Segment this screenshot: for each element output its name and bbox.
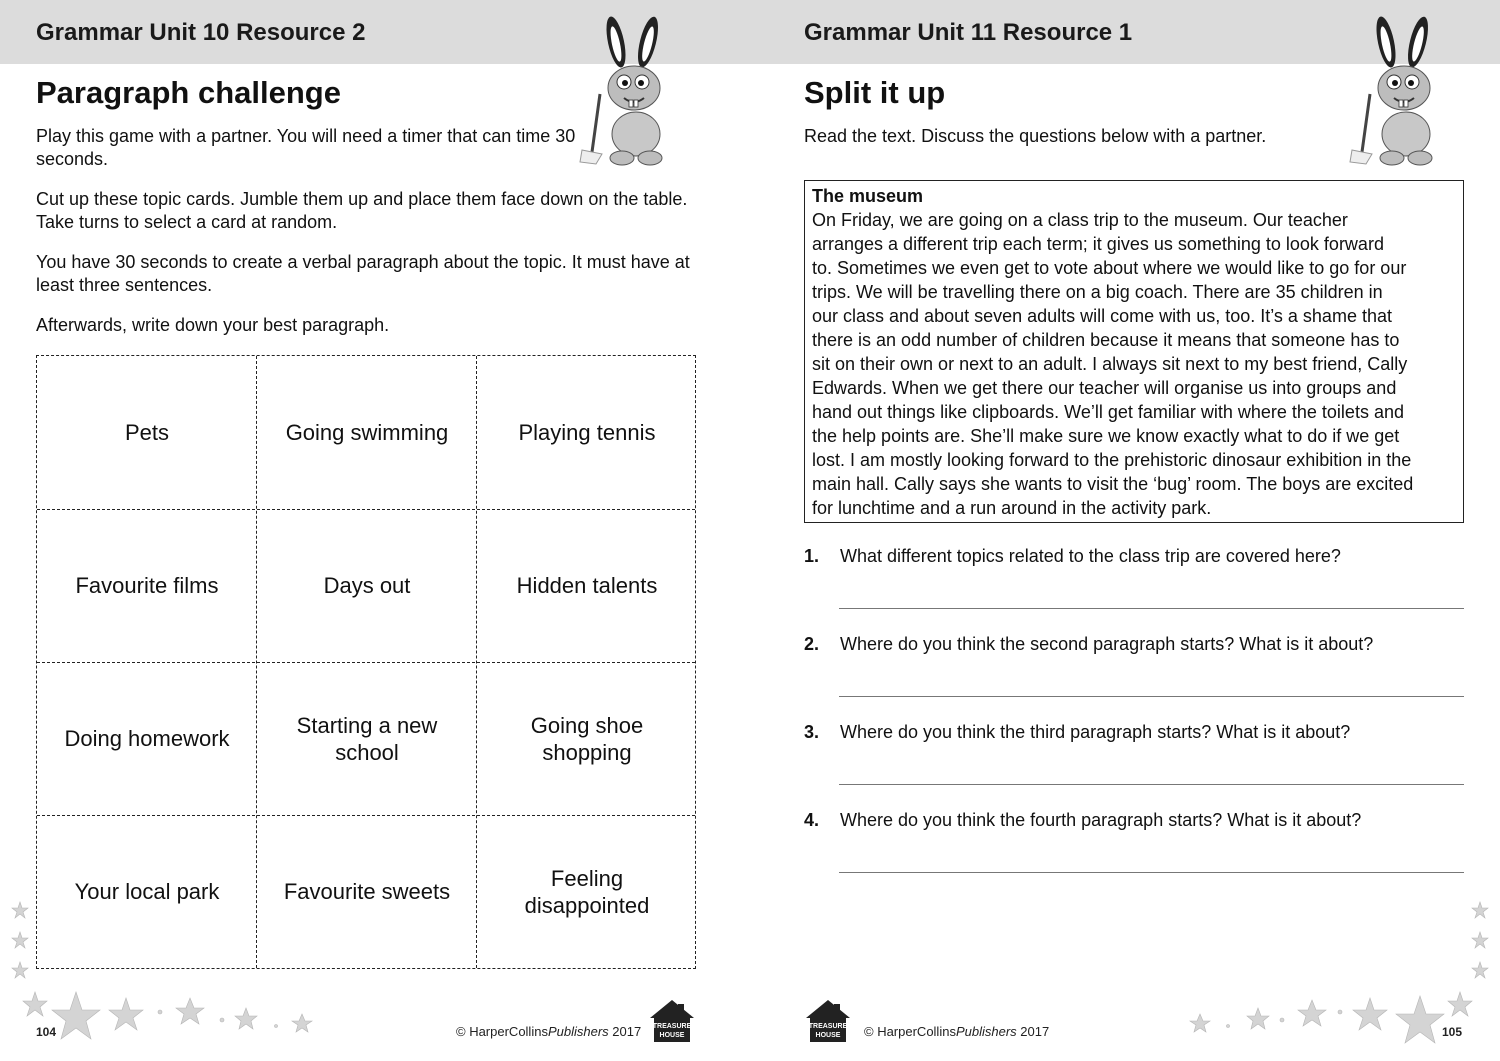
topic-card: Going swimming (285, 420, 449, 445)
text-line: for lunchtime and a run around in the activity park. (812, 498, 1212, 518)
copyright-notice (456, 1024, 641, 1039)
logo-text: TREASURE (652, 1023, 692, 1030)
logo-text: HOUSE (659, 1032, 685, 1039)
answer-line[interactable] (839, 784, 1464, 785)
logo-text: HOUSE (815, 1032, 841, 1039)
reading-text-box (804, 180, 1464, 523)
answer-line[interactable] (839, 608, 1464, 609)
page-heading: Split it up (804, 75, 946, 110)
question-3 (804, 722, 1350, 743)
instruction-paragraph: Play this game with a partner. You will need a timer that can time 30 seconds. (36, 126, 576, 169)
question-4 (804, 810, 1361, 831)
topic-card: Feeling disappointed (524, 865, 650, 918)
question-number: 2. (804, 634, 820, 654)
question-number: 1. (804, 546, 820, 566)
topic-card: Favourite films (75, 573, 219, 598)
question-text: Where do you think the second paragraph starts? What is it about? (840, 634, 1374, 654)
text-line: Edwards. When we get there our teacher will organise us into groups and (812, 378, 1397, 398)
rabbit-mascot-icon (578, 12, 670, 168)
question-1 (804, 546, 1341, 567)
text-line: the help points are. She’ll make sure we know exactly what to do if we get (812, 426, 1400, 446)
instruction-paragraph: Cut up these topic cards. Jumble them up and place them face down on the table. Take turns to select a card at random. (36, 189, 688, 232)
topic-card: Your local park (74, 879, 220, 904)
question-number: 3. (804, 722, 820, 742)
copyright-prefix: © HarperCollins (456, 1024, 548, 1039)
right-page (750, 0, 1500, 1061)
copyright-year: 2017 (608, 1024, 642, 1039)
question-number: 4. (804, 810, 820, 830)
answer-line[interactable] (839, 696, 1464, 697)
copyright-prefix: © HarperCollins (864, 1024, 956, 1039)
text-line: sit on their own or next to an adult. I always sit next to my best friend, Cally (812, 354, 1408, 374)
question-text: Where do you think the third paragraph starts? What is it about? (840, 722, 1351, 742)
logo-text: TREASURE (808, 1023, 848, 1030)
text-line: hand out things like clipboards. We’ll get familiar with where the toilets and (812, 402, 1404, 422)
text-title: The museum (812, 186, 924, 206)
topic-card: Going shoe shopping (530, 712, 644, 765)
copyright-publishers: Publishers (547, 1024, 609, 1039)
topic-card: Starting a new school (296, 712, 438, 765)
question-2 (804, 634, 1373, 655)
unit-title: Grammar Unit 10 Resource 2 (36, 19, 366, 46)
instruction-paragraph: Read the text. Discuss the questions below with a partner. (804, 126, 1267, 146)
text-line: our class and about seven adults will come with us, too. It’s a shame that (812, 306, 1392, 326)
page-number: 105 (1442, 1025, 1463, 1039)
topic-card: Hidden talents (516, 573, 658, 598)
topic-card: Favourite sweets (283, 879, 451, 904)
decorative-stars-icon (10, 900, 330, 1050)
text-line: On Friday, we are going on a class trip to the museum. Our teacher (812, 210, 1348, 230)
topic-card: Doing homework (64, 726, 230, 751)
text-line: trips. We will be travelling there on a big coach. There are 35 children in (812, 282, 1383, 302)
instruction-paragraph: You have 30 seconds to create a verbal paragraph about the topic. It must have at least three sentences. (36, 252, 690, 295)
treasure-house-logo (648, 998, 696, 1044)
treasure-house-logo (804, 998, 852, 1044)
copyright-notice (864, 1024, 1049, 1039)
text-line: there is an odd number of children because it means that someone has to (812, 330, 1400, 350)
topic-card: Pets (124, 420, 170, 445)
topic-card: Playing tennis (518, 420, 656, 445)
question-text: What different topics related to the class trip are covered here? (840, 546, 1341, 566)
topic-card: Days out (323, 573, 411, 598)
text-line: arranges a different trip each term; it gives us something to look forward (812, 234, 1384, 254)
copyright-publishers: Publishers (955, 1024, 1017, 1039)
text-line: lost. I am mostly looking forward to the prehistoric dinosaur exhibition in the (812, 450, 1412, 470)
question-text: Where do you think the fourth paragraph starts? What is it about? (840, 810, 1362, 830)
text-line: main hall. Cally says she wants to visit the ‘bug’ room. The boys are excited (812, 474, 1414, 494)
unit-title: Grammar Unit 11 Resource 1 (804, 19, 1133, 46)
instruction-paragraph: Afterwards, write down your best paragraph. (36, 315, 390, 335)
page-number: 104 (36, 1025, 57, 1039)
text-line: to. Sometimes we even get to vote about where we would like to go for our (812, 258, 1407, 278)
topic-cards-grid (36, 355, 696, 969)
page-heading: Paragraph challenge (36, 75, 341, 110)
copyright-year: 2017 (1016, 1024, 1050, 1039)
answer-line[interactable] (839, 872, 1464, 873)
